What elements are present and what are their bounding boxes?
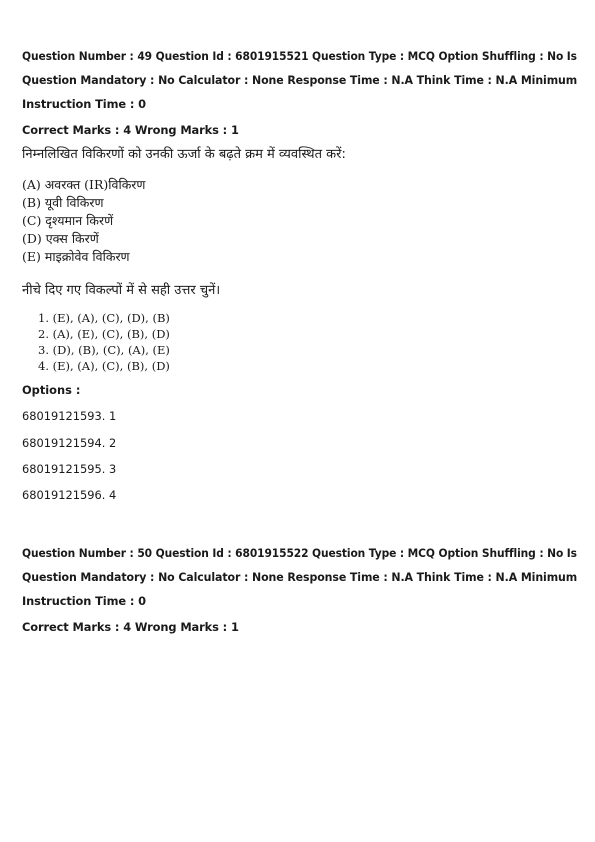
- q49-choice-1: 1. (E), (A), (C), (D), (B): [38, 311, 170, 325]
- q49-header-line2: Question Mandatory : No Calculator : None Response Time : N.A Think Time : N.A Minimum: [22, 73, 578, 87]
- q49-options-label: Options :: [22, 383, 81, 397]
- q49-option-1: 68019121593. 1: [22, 409, 117, 423]
- q50-header-line3: Instruction Time : 0: [22, 594, 146, 608]
- q49-option-2: 68019121594. 2: [22, 436, 117, 450]
- q49-item-c: (C) दृश्यमान किरणें: [22, 213, 114, 228]
- q50-marks: Correct Marks : 4 Wrong Marks : 1: [22, 620, 239, 634]
- q49-option-4: 68019121596. 4: [22, 488, 117, 502]
- q49-item-d: (D) एक्स किरणें: [22, 231, 99, 246]
- q49-instruction: नीचे दिए गए विकल्पों में से सही उत्तर चुनें।: [22, 283, 221, 298]
- q49-choice-4: 4. (E), (A), (C), (B), (D): [38, 359, 170, 373]
- q49-item-e: (E) माइक्रोवेव विकिरण: [22, 249, 130, 264]
- q49-header-line3: Instruction Time : 0: [22, 97, 146, 111]
- q49-item-a: (A) अवरक्त (IR)विकिरण: [22, 177, 146, 192]
- q49-prompt: निम्नलिखित विकिरणों को उनकी ऊर्जा के बढ़ते क्रम में व्यवस्थित करें:: [22, 147, 346, 162]
- q49-option-3: 68019121595. 3: [22, 462, 117, 476]
- q49-choice-2: 2. (A), (E), (C), (B), (D): [38, 327, 170, 341]
- q49-header-line1: Question Number : 49 Question Id : 6801915521 Question Type : MCQ Option Shuffling : No Is: [22, 49, 577, 63]
- q49-item-b: (B) यूवी विकिरण: [22, 195, 104, 210]
- q49-marks: Correct Marks : 4 Wrong Marks : 1: [22, 123, 239, 137]
- q49-choice-3: 3. (D), (B), (C), (A), (E): [38, 343, 170, 357]
- q50-header-line2: Question Mandatory : No Calculator : None Response Time : N.A Think Time : N.A Minimum: [22, 570, 578, 584]
- q50-header-line1: Question Number : 50 Question Id : 6801915522 Question Type : MCQ Option Shuffling : No Is: [22, 546, 577, 560]
